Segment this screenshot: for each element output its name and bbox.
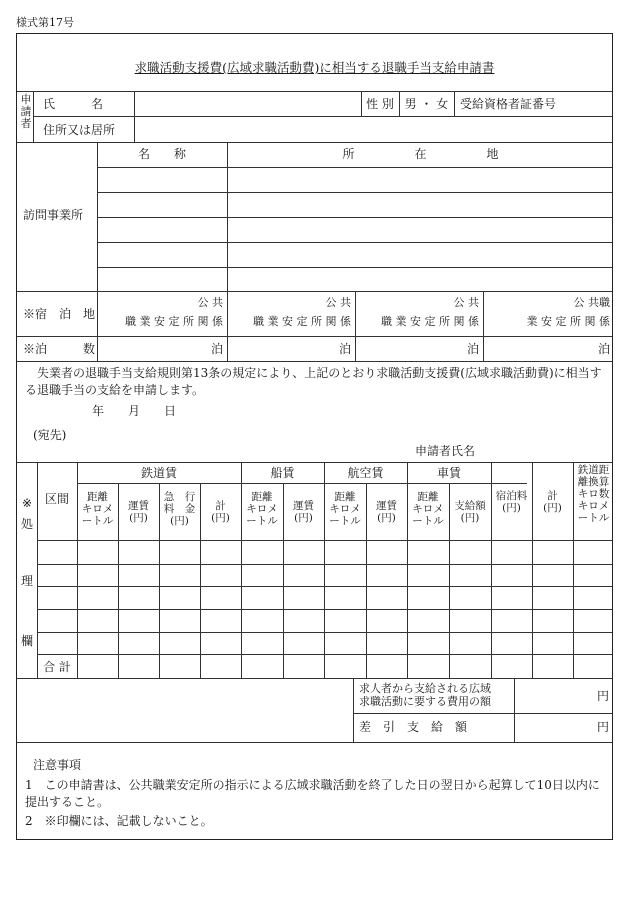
employer-cost-label: 求人者から支給される広域 求職活動に要する費用の額 xyxy=(359,682,491,709)
air-distance-header: 距離 キロメ ートル xyxy=(329,491,361,528)
car-fare-header: 車賃 xyxy=(436,466,461,480)
lodging-office-2-bottom: 職 業 安 定 所 関 係 xyxy=(253,315,351,328)
lodging-office-2-top: 公 共 xyxy=(325,296,351,309)
note-item-1: 1 この申請書は、公共職業安定所の指示による広域求職活動を終了した日の翌日から起算して10日以内に提出すること。 xyxy=(25,778,600,810)
car-distance-header: 距離 キロメ ートル xyxy=(412,491,444,528)
net-payment-yen: 円 xyxy=(596,720,609,734)
nights-unit-1: 泊 xyxy=(210,342,223,356)
lodging-office-3-bottom: 職 業 安 定 所 関 係 xyxy=(381,315,479,328)
processing-side-3: 理 xyxy=(20,574,33,588)
air-fare-subheader: 運賃 (円) xyxy=(376,500,397,525)
rail-fare-subheader: 運賃 (円) xyxy=(128,500,149,525)
gender-selector[interactable]: 男 ・ 女 xyxy=(404,97,449,111)
employer-cost-yen: 円 xyxy=(596,689,609,703)
lodging-fee-header: 宿泊料 (円) xyxy=(495,490,528,515)
grand-total-header: 計 (円) xyxy=(543,490,562,515)
rail-total-header: 計 (円) xyxy=(211,500,230,525)
air-fare-header: 航空賃 xyxy=(347,466,384,480)
address-label: 住所又は居所 xyxy=(43,123,116,137)
processing-side-4: 欄 xyxy=(20,634,33,648)
office-location-header: 所 在 地 xyxy=(342,147,499,161)
net-payment-label: 差 引 支 給 額 xyxy=(359,720,468,734)
notes-heading: 注意事項 xyxy=(33,758,82,772)
lodging-office-4-top: 公 共職 xyxy=(573,296,610,309)
rail-distance-header: 距離 キロメ ートル xyxy=(81,491,114,528)
nights-unit-4: 泊 xyxy=(597,342,610,356)
date-line: 年 月 日 xyxy=(92,404,177,418)
form-title: 求職活動支援費(広域求職活動費)に相当する退職手当支給申請書 xyxy=(134,60,495,75)
applicant-name-line: 申請者氏名 xyxy=(415,444,476,458)
lodging-place-label: ※宿 泊 地 xyxy=(23,307,96,321)
application-form xyxy=(16,33,613,840)
rail-conversion-header: 鉄道距 離換算 キロ数 キロメ ートル xyxy=(577,464,610,525)
processing-side-2: 処 xyxy=(20,517,33,531)
addressee-label: (宛先) xyxy=(33,428,67,442)
form-number: 様式第17号 xyxy=(16,16,74,29)
note-item-2: 2 ※印欄には、記載しないこと。 xyxy=(25,814,213,828)
gender-label: 性 別 xyxy=(366,97,394,111)
address-field[interactable] xyxy=(137,119,607,140)
ship-distance-header: 距離 キロメ ートル xyxy=(246,491,278,528)
rail-fare-header: 鉄道賃 xyxy=(140,466,177,480)
declaration-text: 失業者の退職手当支給規則第13条の規定により、上記のとおり求職活動支援費(広域求職活動費)に相当する退職手当の支給を申請します。 xyxy=(25,366,602,398)
ship-fare-header: 船賃 xyxy=(270,466,295,480)
name-field[interactable] xyxy=(137,93,359,114)
sum-row-label: 合 計 xyxy=(43,660,71,674)
name-label: 氏 名 xyxy=(43,97,104,111)
section-header: 区間 xyxy=(44,492,69,506)
nights-unit-2: 泊 xyxy=(338,342,351,356)
lodging-office-4-bottom: 業 安 定 所 関 係 xyxy=(526,315,610,328)
car-payment-header: 支給額 (円) xyxy=(454,500,486,525)
processing-side-1: ※ xyxy=(21,496,33,510)
nights-unit-3: 泊 xyxy=(466,342,479,356)
express-fee-header: 急 行 料 金 (円) xyxy=(163,491,196,528)
office-name-header: 名 称 xyxy=(137,147,186,161)
lodging-office-3-top: 公 共 xyxy=(453,296,479,309)
lodging-office-1-bottom: 職 業 安 定 所 関 係 xyxy=(125,315,223,328)
nights-label: ※泊 数 xyxy=(23,342,96,356)
visited-offices-label: 訪問事業所 xyxy=(23,208,84,222)
ship-fare-subheader: 運賃 (円) xyxy=(293,500,314,525)
lodging-office-1-top: 公 共 xyxy=(197,296,223,309)
certificate-number-label: 受給資格者証番号 xyxy=(460,97,557,111)
applicant-section-label: 申請者 xyxy=(20,93,32,131)
